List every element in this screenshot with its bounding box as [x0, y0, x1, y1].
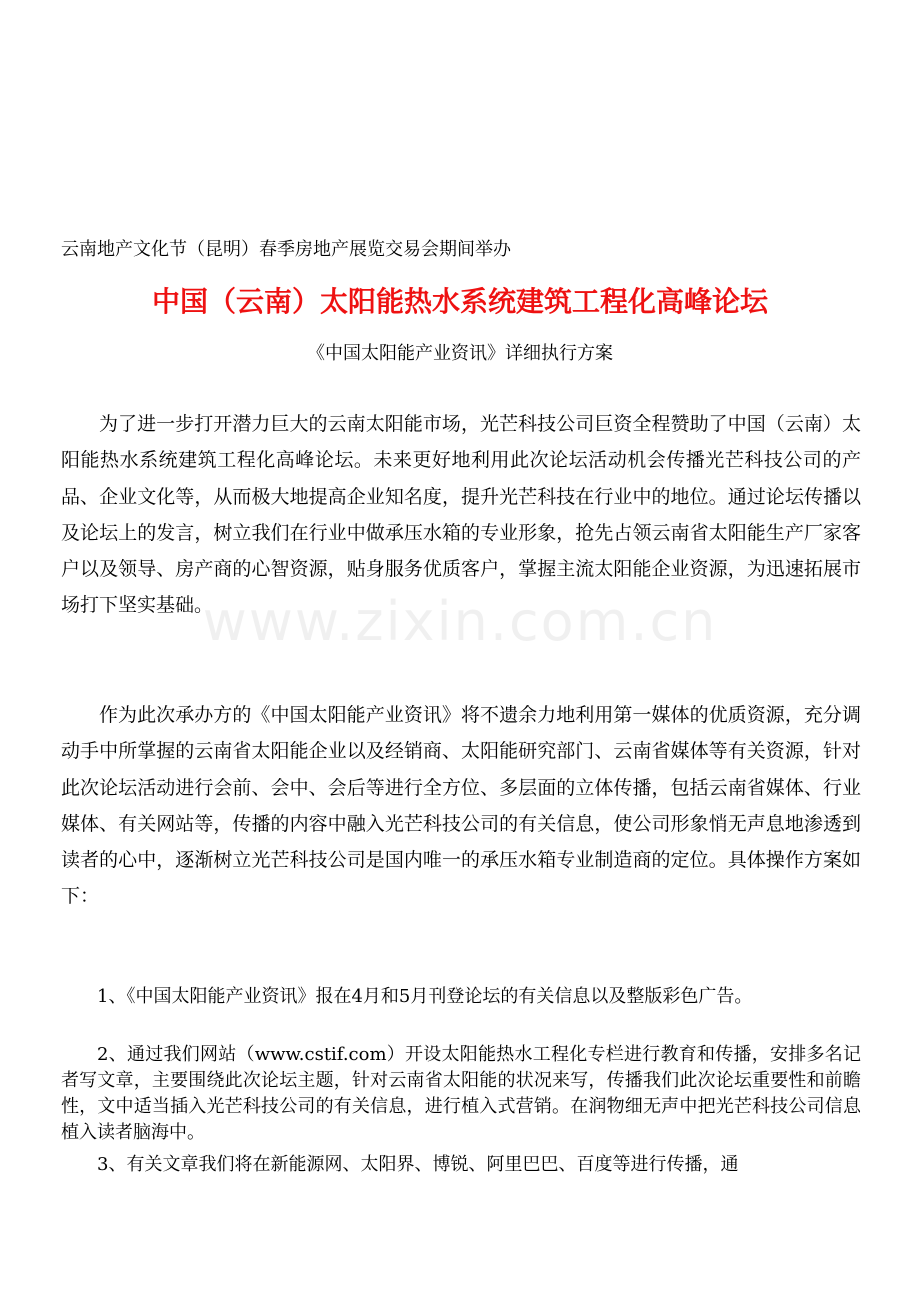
list-item: 1、《中国太阳能产业资讯》报在4月和5月刊登论坛的有关信息以及整版彩色广告。 — [97, 986, 753, 1007]
event-subheading: 云南地产文化节（昆明）春季房地产展览交易会期间举办 — [61, 239, 511, 260]
document-title: 中国（云南）太阳能热水系统建筑工程化高峰论坛 — [151, 285, 768, 318]
document-subtitle: 《中国太阳能产业资讯》详细执行方案 — [307, 343, 613, 364]
list-item: 2、通过我们网站（www.cstif.com）开设太阳能热水工程化专栏进行教育和传播，安排多名记者写文章，主要围绕此次论坛主题，针对云南省太阳能的状况来写，传播我们此次论坛重要性和前瞻性，文中适当插入光芒科技公司的有关信息，进行植入式营销。在润物细无声中把光芒科技公司信息植入读者脑海中。 — [61, 1044, 861, 1143]
paragraph-organizer: 作为此次承办方的《中国太阳能产业资讯》将不遗余力地利用第一媒体的优质资源，充分调动手中所掌握的云南省太阳能企业以及经销商、太阳能研究部门、云南省媒体等有关资源，针对此次论坛活动进行会前、会中、会后等进行全方位、多层面的立体传播，包括云南省媒体、行业媒体、有关网站等，传播的内容中融入光芒科技公司的有关信息，使公司形象悄无声息地渗透到读者的心中，逐渐树立光芒科技公司是国内唯一的承压水箱专业制造商的定位。具体操作方案如下： — [61, 704, 861, 908]
watermark: www.zixin.com.cn — [202, 590, 718, 653]
paragraph-intro: 为了进一步打开潜力巨大的云南太阳能市场，光芒科技公司巨资全程赞助了中国（云南）太阳能热水系统建筑工程化高峰论坛。未来更好地利用此次论坛活动机会传播光芒科技公司的产品、企业文化等，从而极大地提高企业知名度，提升光芒科技在行业中的地位。通过论坛传播以及论坛上的发言，树立我们在行业中做承压水箱的专业形象，抢先占领云南省太阳能生产厂家客户以及领导、房产商的心智资源，贴身服务优质客户，掌握主流太阳能企业资源，为迅速拓展市场打下坚实基础。 — [61, 413, 861, 617]
list-item: 3、有关文章我们将在新能源网、太阳界、博锐、阿里巴巴、百度等进行传播，通 — [97, 1154, 739, 1175]
